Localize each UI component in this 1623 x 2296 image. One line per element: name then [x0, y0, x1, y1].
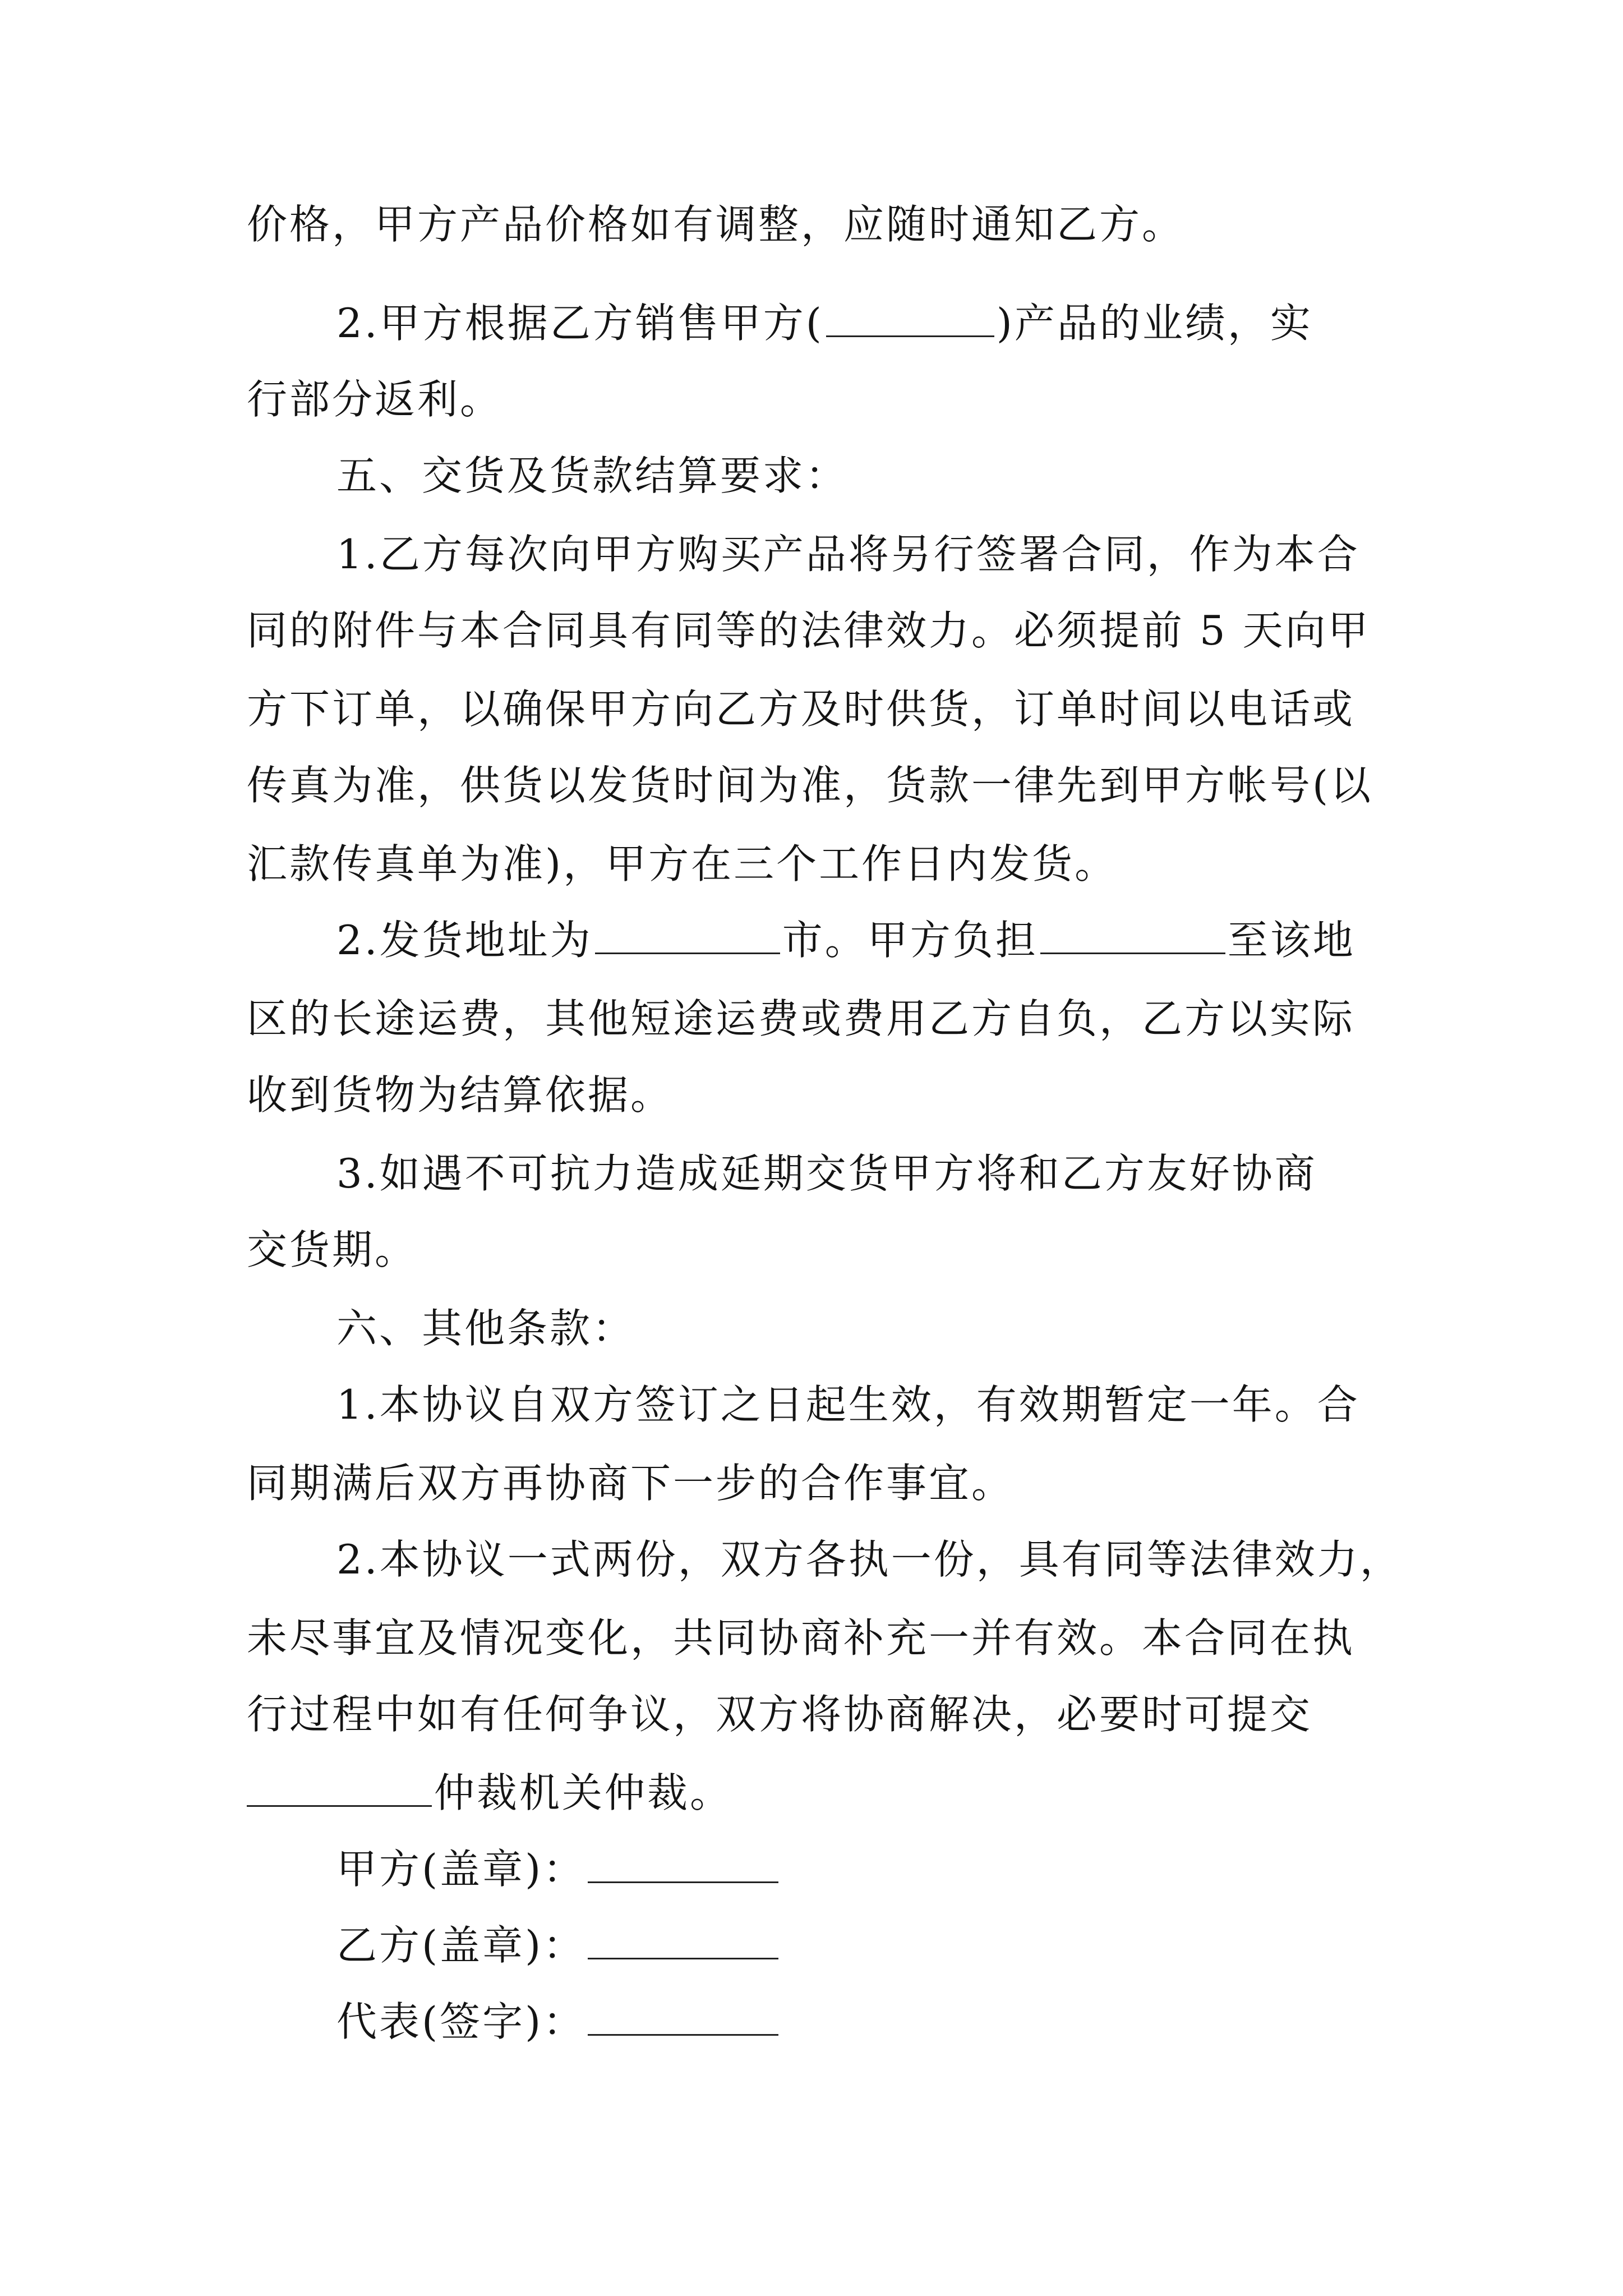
paragraph-line [336, 527, 1360, 581]
paragraph-line [247, 372, 502, 426]
signature-label: 甲方(盖章)： [336, 1846, 586, 1893]
text-segment: 汇款传真单为准)，甲方在三个工作日内发货。 [247, 840, 1118, 887]
fill-in-blank [826, 296, 994, 337]
text-segment: 价格，甲方产品价格如有调整，应随时通知乙方。 [247, 201, 1185, 248]
text-segment: 六、其他条款： [336, 1305, 635, 1352]
signature-blank [588, 1918, 778, 1959]
paragraph-line [336, 1147, 1317, 1200]
text-segment: )产品的业绩，实 [996, 300, 1313, 347]
paragraph-line [247, 1766, 732, 1820]
text-segment: 方下订单，以确保甲方向乙方及时供货，订单时间以电话或 [247, 685, 1355, 733]
paragraph-line [247, 1687, 1312, 1741]
text-segment: 交货期。 [247, 1226, 418, 1273]
paragraph-line [336, 1533, 1403, 1586]
paragraph-line [247, 682, 1355, 736]
text-segment: 1.本协议自双方签订之日起生效，有效期暂定一年。合 [336, 1381, 1360, 1428]
text-segment: 1.乙方每次向甲方购买产品将另行签署合同，作为本合 [336, 531, 1360, 578]
text-segment: 同的附件与本合同具有同等的法律效力。必须提前 5 天向甲 [247, 607, 1371, 654]
text-segment: 区的长途运费，其他短途运费或费用乙方自负，乙方以实际 [247, 995, 1355, 1042]
text-segment: 仲裁机关仲裁。 [434, 1769, 733, 1816]
text-segment: 收到货物为结算依据。 [247, 1071, 674, 1119]
text-segment: 传真为准，供货以发货时间为准，货款一律先到甲方帐号(以 [247, 762, 1373, 809]
signature-label: 乙方(盖章)： [336, 1922, 586, 1969]
paragraph-line [336, 913, 1355, 967]
paragraph-line [247, 1068, 673, 1122]
paragraph-line [247, 1456, 1014, 1510]
signature-line-party-a [336, 1842, 781, 1896]
paragraph-line [247, 1611, 1355, 1665]
text-segment: 至该地 [1227, 917, 1355, 964]
paragraph-line [336, 296, 1313, 350]
paragraph-line [247, 758, 1373, 812]
paragraph-line [247, 837, 1117, 891]
fill-in-blank [1040, 913, 1225, 954]
fill-in-blank [247, 1766, 432, 1807]
signature-blank [588, 1842, 778, 1883]
text-segment: 五、交货及货款结算要求： [336, 452, 849, 499]
section-heading [336, 1301, 635, 1355]
section-heading [336, 449, 848, 503]
text-segment: 2.发货地址为 [336, 917, 593, 964]
paragraph-line [247, 604, 1371, 657]
fill-in-blank [595, 913, 780, 954]
signature-line-party-b [336, 1918, 781, 1972]
text-segment: 同期满后双方再协商下一步的合作事宜。 [247, 1460, 1015, 1507]
text-segment: 行过程中如有任何争议，双方将协商解决，必要时可提交 [247, 1691, 1313, 1738]
text-segment: 3.如遇不可抗力造成延期交货甲方将和乙方友好协商 [336, 1150, 1317, 1197]
paragraph-line [247, 1223, 417, 1277]
text-segment: 行部分返利。 [247, 376, 503, 423]
paragraph-line [336, 1378, 1360, 1432]
paragraph-line [247, 992, 1355, 1046]
signature-line-representative [336, 1995, 781, 2049]
text-segment: 未尽事宜及情况变化，共同协商补充一并有效。本合同在执 [247, 1614, 1355, 1662]
text-segment: 市。甲方负担 [782, 917, 1038, 964]
text-segment: 2.甲方根据乙方销售甲方( [336, 300, 824, 347]
text-segment: 2.本协议一式两份，双方各执一份，具有同等法律效力， [336, 1536, 1403, 1583]
paragraph-line [247, 197, 1184, 251]
signature-label: 代表(签字)： [336, 1998, 586, 2045]
signature-blank [588, 1995, 778, 2036]
